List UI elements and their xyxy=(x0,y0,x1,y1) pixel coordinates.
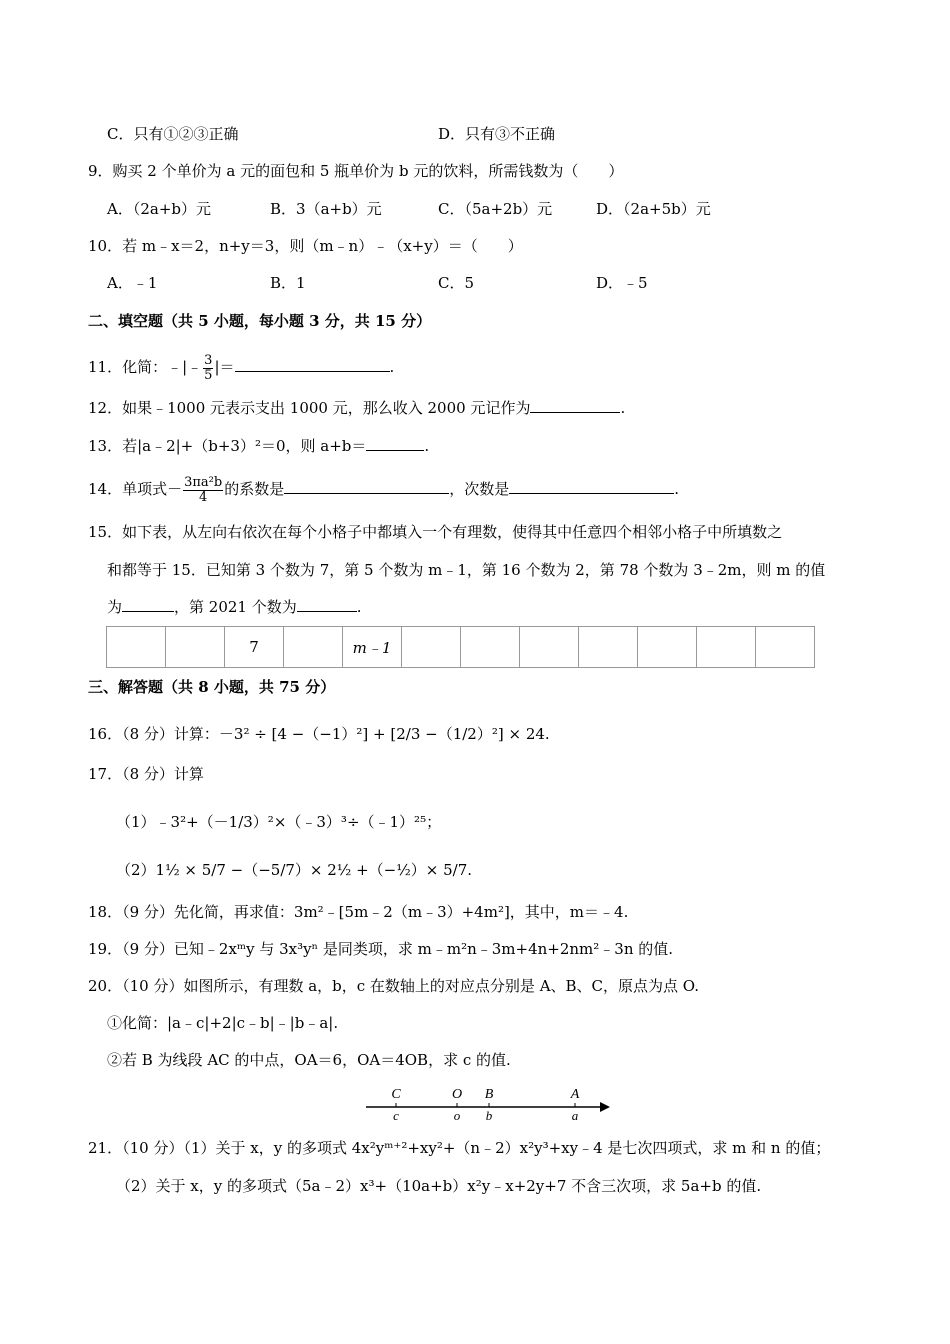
q10-option-b: B．1 xyxy=(270,274,306,292)
q17-title: 17．（8 分）计算 xyxy=(88,765,204,783)
q15-line-3 xyxy=(107,597,362,617)
grid-cell-5: m﹣1 xyxy=(343,627,402,668)
q9-option-c: C．（5a+2b）元 xyxy=(438,200,553,218)
grid-cell-2 xyxy=(166,627,225,668)
q14-degree-label: ，次数是 xyxy=(449,480,510,498)
q12-text: 12．如果﹣1000 元表示支出 1000 元，那么收入 2000 元记作为 xyxy=(88,399,531,417)
q11-suffix: |＝ xyxy=(214,358,235,376)
q12-end: . xyxy=(620,399,626,417)
q10-option-d: D．﹣5 xyxy=(596,274,648,292)
q15-2021-blank[interactable] xyxy=(297,597,357,612)
q9-option-d: D．（2a+5b）元 xyxy=(596,200,711,218)
q17-part-1: （1）﹣3²+（－1/3）²×（﹣3）³÷（﹣1）²⁵； xyxy=(116,813,442,831)
q14-numerator: 3πa²b xyxy=(184,474,223,490)
q16: 16．（8 分）计算：－3² ÷ [4 −（−1）²] + [2/3 −（1/2）²] × 24. xyxy=(88,725,550,743)
q12 xyxy=(88,398,625,418)
q10-option-a: A．﹣1 xyxy=(107,274,158,292)
q11-prefix: 11．化简：﹣|﹣ xyxy=(88,358,203,376)
q15-2021-label: ，第 2021 个数为 xyxy=(174,598,297,616)
point-label-o-lower: o xyxy=(453,1108,461,1123)
point-label-a-upper: A xyxy=(570,1087,580,1102)
q21-part-2: （2）关于 x，y 的多项式（5a﹣2）x³+（10a+b）x²y﹣x+2y+7 不含三次项，求 5a+b 的值. xyxy=(116,1177,762,1195)
q9-option-a: A．（2a+b）元 xyxy=(107,200,211,218)
point-label-a-lower: a xyxy=(571,1108,579,1123)
q11-denominator: 5 xyxy=(204,367,213,383)
q13-text: 13．若|a﹣2|+（b+3）²＝0，则 a+b＝ xyxy=(88,437,367,455)
q13-answer-blank[interactable] xyxy=(366,436,424,451)
grid-cell-3: 7 xyxy=(225,627,284,668)
point-label-o-upper: O xyxy=(451,1087,463,1102)
section-2-heading: 二、填空题（共 5 小题，每小题 3 分，共 15 分） xyxy=(88,312,432,330)
grid-row xyxy=(107,627,815,668)
q12-answer-blank[interactable] xyxy=(530,398,620,413)
point-label-b-upper: B xyxy=(484,1087,494,1102)
q14-prefix: 14．单项式－ xyxy=(88,480,183,498)
q15-m-label: 为 xyxy=(107,598,123,616)
q9-stem: 9．购买 2 个单价为 a 元的面包和 5 瓶单价为 b 元的饮料，所需钱数为（ ） xyxy=(88,162,624,180)
q13 xyxy=(88,436,429,456)
q14-end: . xyxy=(674,480,680,498)
grid-cell-11 xyxy=(697,627,756,668)
q11 xyxy=(88,352,394,383)
q14-fraction xyxy=(183,476,223,505)
number-line-arrow-icon xyxy=(600,1102,610,1112)
q15-end: . xyxy=(356,598,362,616)
q18: 18．（9 分）先化简，再求值：3m²﹣[5m﹣2（m﹣3）+4m²]，其中，m＝﹣4. xyxy=(88,903,629,921)
grid-cell-6 xyxy=(402,627,461,668)
q20-part-2: ②若 B 为线段 AC 的中点，OA＝6，OA＝4OB，求 c 的值. xyxy=(107,1051,511,1069)
q14-coefficient-blank[interactable] xyxy=(284,479,449,494)
q11-end: . xyxy=(389,358,395,376)
q8-option-d: D．只有③不正确 xyxy=(438,125,556,143)
grid-cell-8 xyxy=(520,627,579,668)
q15-m-blank[interactable] xyxy=(122,597,174,612)
q20-part-1: ①化简：|a﹣c|+2|c﹣b|﹣|b﹣a|. xyxy=(107,1014,339,1032)
grid-cell-7 xyxy=(461,627,520,668)
q9-option-b: B．3（a+b）元 xyxy=(270,200,382,218)
q15-line-2: 和都等于 15．已知第 3 个数为 7，第 5 个数为 m﹣1，第 16 个数为 2，第 78 个数为 3﹣2m，则 m 的值 xyxy=(107,561,826,579)
q20-stem: 20．（10 分）如图所示，有理数 a，b，c 在数轴上的对应点分别是 A、B、C，原点为点 O. xyxy=(88,977,699,995)
q10-option-c: C．5 xyxy=(438,274,475,292)
q14-denominator: 4 xyxy=(199,489,208,505)
point-label-c-upper: C xyxy=(391,1087,401,1102)
q8-option-c: C．只有①②③正确 xyxy=(107,125,239,143)
section-3-heading: 三、解答题（共 8 小题，共 75 分） xyxy=(88,678,336,696)
grid-cell-10 xyxy=(638,627,697,668)
q10-stem: 10．若 m﹣x＝2，n+y＝3，则（m﹣n）﹣（x+y）＝（ ） xyxy=(88,237,523,255)
q14-degree-blank[interactable] xyxy=(509,479,674,494)
q11-fraction xyxy=(203,354,213,383)
number-line-figure xyxy=(360,1082,612,1124)
q15-number-grid xyxy=(106,626,815,668)
q11-numerator: 3 xyxy=(204,352,213,368)
point-label-c-lower: c xyxy=(393,1108,399,1123)
q17-part-2: （2）1½ × 5/7 −（−5/7）× 2½ +（−½）× 5/7. xyxy=(116,861,473,879)
q14 xyxy=(88,472,679,506)
q14-coef-label: 的系数是 xyxy=(224,480,285,498)
q15-line-1: 15．如下表，从左向右依次在每个小格子中都填入一个有理数，使得其中任意四个相邻小格子中所填数之 xyxy=(88,523,783,541)
q21-part-1: 21．（10 分）（1）关于 x，y 的多项式 4x²yᵐ⁺²+xy²+（n﹣2）x²y³+xy﹣4 是七次四项式，求 m 和 n 的值； xyxy=(88,1139,831,1157)
q19: 19．（9 分）已知﹣2xᵐy 与 3x³yⁿ 是同类项，求 m﹣m²n﹣3m+4n+2nm²﹣3n 的值. xyxy=(88,940,674,958)
q13-end: . xyxy=(424,437,430,455)
grid-cell-9 xyxy=(579,627,638,668)
point-label-b-lower: b xyxy=(485,1108,493,1123)
q11-answer-blank[interactable] xyxy=(235,357,390,372)
grid-cell-1 xyxy=(107,627,166,668)
grid-cell-4 xyxy=(284,627,343,668)
grid-cell-12 xyxy=(756,627,815,668)
